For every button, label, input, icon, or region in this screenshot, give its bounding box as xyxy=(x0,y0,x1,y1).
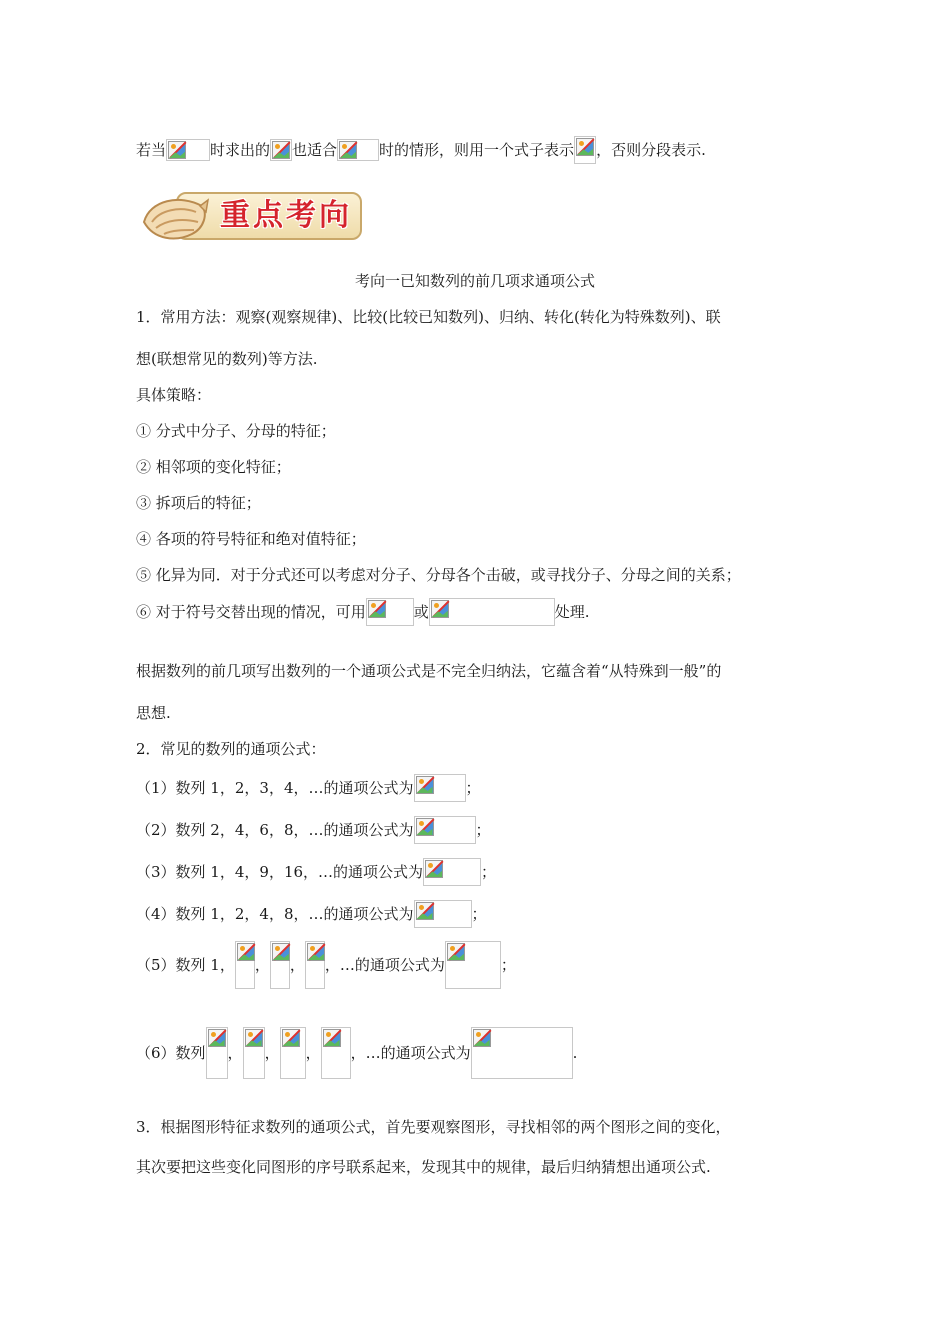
section-title: 考向一已知数列的前几项求通项公式 xyxy=(354,272,595,290)
strategy-6-text-b: 或 xyxy=(413,603,429,621)
intro-text-3: 也适合 xyxy=(292,141,338,159)
formula-image xyxy=(270,139,292,161)
formula-image xyxy=(574,136,596,164)
item2-row4 xyxy=(136,900,487,928)
row3-semicolon: ； xyxy=(481,863,497,881)
item3-line1: 3．根据图形特征求数列的通项公式，首先要观察图形，寻找相邻的两个图形之间的变化， xyxy=(136,1118,731,1136)
row1-text: （1）数列 1，2，3，4，…的通项公式为 xyxy=(136,779,414,797)
intro-text-5: ，否则分段表示. xyxy=(596,141,706,159)
intro-text-1: 若当 xyxy=(136,141,167,159)
item2-row3 xyxy=(136,858,496,886)
item2-heading: 2．常见的数列的通项公式： xyxy=(136,740,326,758)
row1-semicolon: ； xyxy=(465,779,481,797)
row6-text-b: 的通项公式为 xyxy=(380,1044,471,1062)
row6-comma: ， xyxy=(264,1044,280,1062)
strategy-3: ③ 拆项后的特征； xyxy=(136,494,261,512)
banner-title: 重点考向 xyxy=(220,198,352,233)
formula-image xyxy=(305,941,325,989)
item2-row1 xyxy=(136,774,481,802)
formula-image xyxy=(206,1027,228,1079)
row6-period: . xyxy=(572,1044,578,1062)
intro-line xyxy=(136,136,706,164)
formula-image xyxy=(429,598,555,626)
row5-comma: ， xyxy=(254,956,270,974)
item3-line2: 其次要把这些变化同图形的序号联系起来，发现其中的规律，最后归纳猜想出通项公式. xyxy=(136,1158,711,1176)
strategy-heading: 具体策略： xyxy=(136,386,212,404)
row4-semicolon: ； xyxy=(471,905,487,923)
row5-ellipsis: ，… xyxy=(324,956,355,974)
strategy-6-text-c: 处理. xyxy=(554,603,590,621)
formula-image xyxy=(445,941,501,989)
row5-text-b: 的通项公式为 xyxy=(354,956,445,974)
row2-text: （2）数列 2，4，6，8，…的通项公式为 xyxy=(136,821,414,839)
formula-image xyxy=(414,774,466,802)
intro-text-2: 时求出的 xyxy=(210,141,271,159)
row6-text: （6）数列 xyxy=(136,1044,206,1062)
row5-comma: ， xyxy=(289,956,305,974)
formula-image xyxy=(280,1027,306,1079)
row6-ellipsis: ，… xyxy=(350,1044,381,1062)
row3-text: （3）数列 1，4，9，16，…的通项公式为 xyxy=(136,863,424,881)
formula-image xyxy=(471,1027,573,1079)
item1-line1: 1．常用方法：观察(观察规律)、比较(比较已知数列)、归纳、转化(转化为特殊数列)、联 xyxy=(136,308,721,326)
formula-image xyxy=(414,816,476,844)
strategy-2: ② 相邻项的变化特征； xyxy=(136,458,291,476)
strategy-6 xyxy=(136,598,590,626)
item2-row2 xyxy=(136,816,491,844)
row2-semicolon: ； xyxy=(475,821,491,839)
strategy-1: ① 分式中分子、分母的特征； xyxy=(136,422,336,440)
formula-image xyxy=(423,858,481,886)
item2-row5 xyxy=(136,940,516,989)
formula-image xyxy=(270,941,290,989)
row5-text: （5）数列 1， xyxy=(136,956,235,974)
para-line1: 根据数列的前几项写出数列的一个通项公式是不完全归纳法，它蕴含着“从特殊到一般”的 xyxy=(136,662,722,680)
item1-line2: 想(联想常见的数列)等方法. xyxy=(136,350,318,368)
formula-image xyxy=(243,1027,265,1079)
formula-image xyxy=(321,1027,351,1079)
formula-image xyxy=(366,598,414,626)
intro-text-4: 时的情形，则用一个式子表示 xyxy=(379,141,575,159)
formula-image xyxy=(166,139,210,161)
strategy-6-text-a: ⑥ 对于符号交替出现的情况，可用 xyxy=(136,603,366,621)
row4-text: （4）数列 1，2，4，8，…的通项公式为 xyxy=(136,905,414,923)
formula-image xyxy=(414,900,472,928)
seashell-icon xyxy=(140,192,212,244)
row6-comma: ， xyxy=(305,1044,321,1062)
strategy-4: ④ 各项的符号特征和绝对值特征； xyxy=(136,530,366,548)
row5-semicolon: ； xyxy=(500,956,516,974)
strategy-5: ⑤ 化异为同．对于分式还可以考虑对分子、分母各个击破，或寻找分子、分母之间的关系； xyxy=(136,566,741,584)
row6-comma: ， xyxy=(227,1044,243,1062)
formula-image xyxy=(337,139,379,161)
formula-image xyxy=(235,941,255,989)
para-line2: 思想. xyxy=(136,704,171,722)
item2-row6 xyxy=(136,1026,577,1079)
key-topics-banner xyxy=(136,186,364,248)
